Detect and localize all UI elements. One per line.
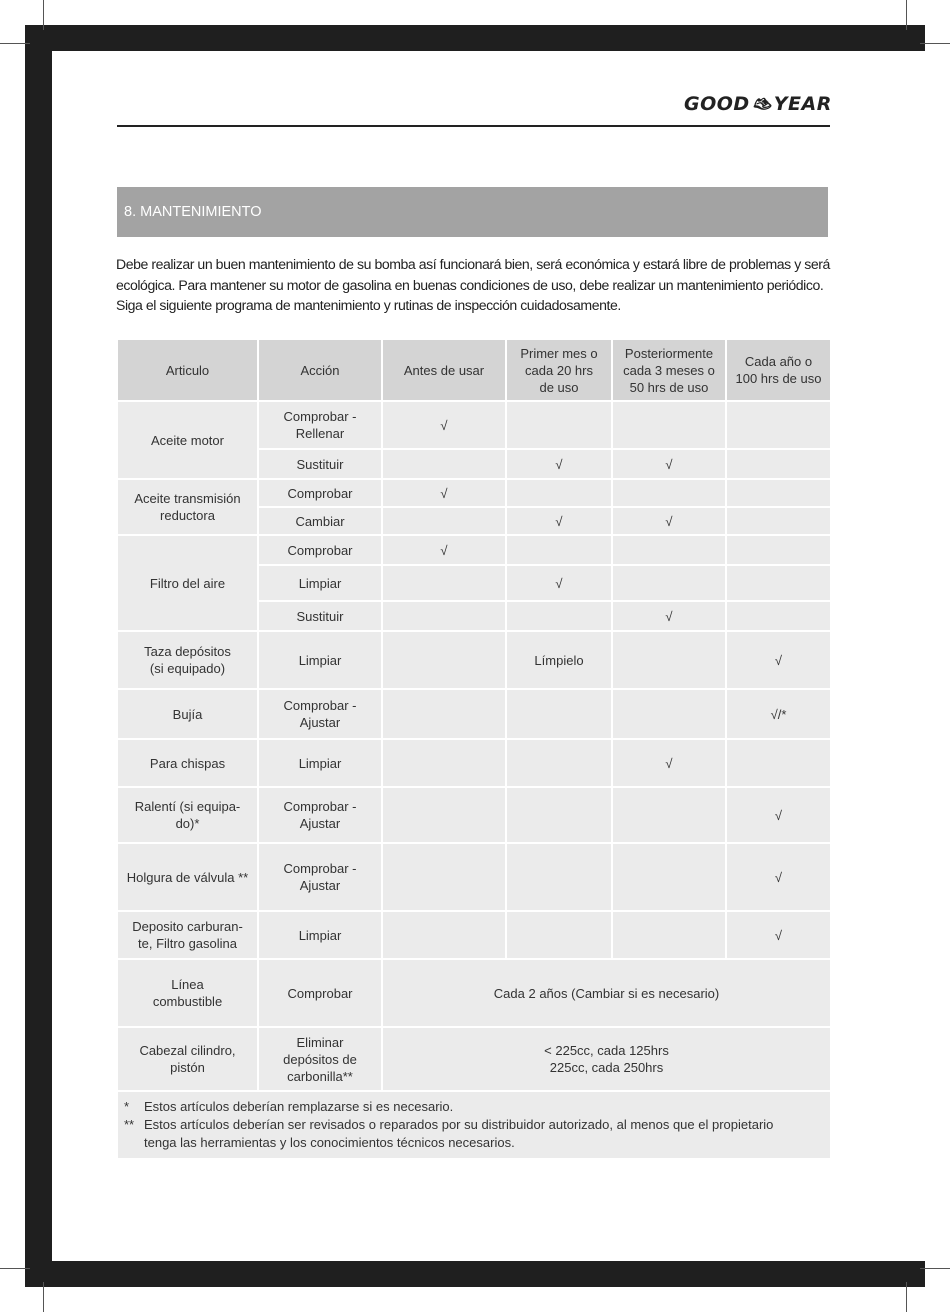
interval-cell [727, 536, 830, 564]
interval-cell-text: √ [665, 456, 673, 472]
footnote-line: Estos artículos deberían ser revisados o reparados por su distribuidor autorizado, al menos que el propietario [144, 1117, 774, 1132]
interval-cell [613, 480, 725, 506]
interval-cell [507, 508, 611, 534]
goodyear-logo: GOOD👟︎YEAR [684, 93, 832, 115]
interval-cell [507, 844, 611, 910]
crop-mark [906, 1282, 907, 1312]
item-name-cell-text: Taza depósitos [144, 644, 231, 659]
action-cell-text: carbonilla** [287, 1068, 353, 1084]
interval-cell [507, 740, 611, 786]
item-name-cell [118, 844, 257, 910]
action-cell-text: Limpiar [298, 755, 342, 771]
crop-mark [0, 43, 30, 44]
item-name-cell-text: pistón [170, 1060, 205, 1075]
action-cell [259, 690, 381, 738]
action-cell-text: Comprobar [287, 985, 353, 1001]
item-name-cell-text: reductora [160, 508, 215, 523]
item-name-cell-text: do)* [175, 816, 200, 831]
footnote-text [144, 1116, 773, 1152]
column-header-text: Cada año o [744, 354, 813, 369]
table-row [118, 960, 830, 1026]
interval-cell [613, 402, 725, 448]
table-row [118, 402, 830, 448]
interval-span-cell-text: 225cc, cada 250hrs [549, 1060, 664, 1075]
action-cell [259, 740, 381, 786]
table-row [118, 912, 830, 958]
action-cell-text: Limpiar [298, 927, 342, 943]
interval-cell [727, 480, 830, 506]
intro-line: Siga el siguiente programa de mantenimiento y rutinas de inspección cuidadosamente. [116, 297, 621, 313]
interval-span-cell [383, 1028, 830, 1090]
column-header [727, 340, 830, 400]
table-row [118, 740, 830, 786]
table-header-row [118, 340, 830, 400]
interval-cell [727, 844, 830, 910]
item-name-cell [118, 690, 257, 738]
interval-cell [727, 690, 830, 738]
table-row [118, 480, 830, 506]
interval-cell [383, 912, 505, 958]
interval-cell-text: √ [440, 417, 448, 433]
interval-cell-text: √ [774, 927, 783, 943]
interval-cell-text: √ [555, 575, 563, 591]
action-cell [259, 480, 381, 506]
table-row [118, 844, 830, 910]
action-cell [259, 536, 381, 564]
item-name-cell-text: (si equipado) [149, 661, 226, 676]
item-name-cell-text: Aceite transmisión [134, 491, 241, 506]
action-cell [259, 508, 381, 534]
interval-cell [613, 788, 725, 842]
interval-cell-text: Límpielo [534, 652, 584, 668]
intro-line: ecológica. Para mantener su motor de gasolina en buenas condiciones de uso, debe realizar un mantenimiento periódico. [116, 276, 824, 293]
interval-cell-text: √/* [770, 706, 787, 722]
maintenance-table [116, 338, 832, 1160]
interval-span-cell [383, 960, 830, 1026]
action-cell-text: Limpiar [298, 652, 342, 668]
action-cell-text: Ajustar [299, 715, 341, 730]
table-row [118, 788, 830, 842]
item-name-cell [118, 960, 257, 1026]
interval-cell [727, 566, 830, 600]
action-cell [259, 602, 381, 630]
notes-row [118, 1092, 830, 1158]
interval-cell [727, 632, 830, 688]
footnote [124, 1116, 824, 1152]
section-header [117, 187, 828, 237]
column-header-text: de uso [539, 379, 579, 395]
crop-mark [920, 43, 950, 44]
action-cell [259, 450, 381, 478]
interval-cell-text: √ [774, 869, 783, 885]
interval-cell [613, 450, 725, 478]
item-name-cell [118, 740, 257, 786]
interval-cell [507, 450, 611, 478]
wingfoot-icon: 👟︎ [748, 95, 775, 115]
column-header-text: 50 hrs de uso [629, 379, 709, 395]
action-cell-text: Comprobar [287, 542, 353, 558]
action-cell [259, 960, 381, 1026]
action-cell [259, 402, 381, 448]
item-name-cell-text: Deposito carburan- [132, 919, 243, 934]
item-name-cell-text: Bujía [172, 706, 203, 722]
action-cell-text: Comprobar - [283, 409, 357, 424]
item-name-cell [118, 1028, 257, 1090]
intro-paragraph [116, 254, 832, 316]
item-name-cell-text: Aceite motor [151, 432, 224, 448]
interval-cell [613, 602, 725, 630]
interval-cell-text: √ [440, 542, 448, 558]
interval-cell [507, 602, 611, 630]
crop-mark [0, 1268, 30, 1269]
item-name-cell-text: Línea [171, 977, 204, 992]
interval-cell [727, 912, 830, 958]
notes-cell [118, 1092, 830, 1158]
item-name-cell [118, 536, 257, 630]
column-header-text: Articulo [165, 362, 210, 378]
interval-cell [507, 912, 611, 958]
interval-cell-text: √ [555, 513, 563, 529]
interval-cell [507, 788, 611, 842]
interval-cell [383, 788, 505, 842]
interval-cell [613, 912, 725, 958]
interval-cell [383, 632, 505, 688]
interval-cell [613, 566, 725, 600]
action-cell [259, 1028, 381, 1090]
action-cell-text: Sustituir [296, 456, 344, 472]
interval-span-cell-text: Cada 2 años (Cambiar si es necesario) [493, 985, 720, 1001]
interval-cell [507, 536, 611, 564]
column-header [383, 340, 505, 400]
column-header-text: 100 hrs de uso [735, 371, 822, 386]
action-cell-text: Comprobar - [283, 861, 357, 876]
action-cell-text: Ajustar [299, 878, 341, 893]
interval-cell [613, 844, 725, 910]
footnote-text [144, 1098, 453, 1116]
item-name-cell-text: te, Filtro gasolina [138, 936, 237, 951]
interval-cell [727, 740, 830, 786]
interval-cell-text: √ [665, 755, 673, 771]
crop-mark [43, 0, 44, 30]
interval-cell [383, 450, 505, 478]
footnote-line: Estos artículos deberían remplazarse si es necesario. [144, 1099, 454, 1114]
header-rule [117, 125, 830, 127]
interval-cell-text: √ [774, 807, 783, 823]
interval-cell [727, 450, 830, 478]
column-header-text: Acción [300, 362, 340, 378]
item-name-cell [118, 480, 257, 534]
item-name-cell-text: combustible [152, 994, 223, 1009]
interval-cell [383, 536, 505, 564]
footnote [124, 1098, 824, 1116]
interval-cell [727, 602, 830, 630]
item-name-cell-text: Ralentí (si equipa- [134, 799, 241, 814]
action-cell [259, 566, 381, 600]
interval-cell [613, 632, 725, 688]
action-cell-text: Sustituir [296, 608, 344, 624]
action-cell [259, 632, 381, 688]
item-name-cell-text: Para chispas [149, 755, 226, 771]
interval-cell [383, 480, 505, 506]
action-cell-text: Limpiar [298, 575, 342, 591]
interval-cell [383, 508, 505, 534]
section-title: 8. MANTENIMIENTO [124, 204, 262, 220]
interval-cell [507, 566, 611, 600]
interval-cell [613, 740, 725, 786]
interval-cell [507, 690, 611, 738]
interval-cell [383, 566, 505, 600]
interval-cell-text: √ [665, 608, 673, 624]
interval-cell-text: √ [440, 485, 448, 501]
interval-span-cell-text: < 225cc, cada 125hrs [544, 1043, 669, 1058]
page-frame-top [25, 25, 925, 51]
action-cell-text: Cambiar [295, 513, 345, 529]
crop-mark [43, 1282, 44, 1312]
interval-cell [613, 508, 725, 534]
interval-cell [613, 690, 725, 738]
column-header [259, 340, 381, 400]
page-frame-left [25, 25, 52, 1287]
table-row [118, 632, 830, 688]
interval-cell-text: √ [555, 456, 563, 472]
action-cell [259, 844, 381, 910]
table-row [118, 690, 830, 738]
column-header [118, 340, 257, 400]
action-cell-text: Comprobar - [283, 799, 357, 814]
action-cell [259, 912, 381, 958]
item-name-cell-text: Holgura de válvula ** [126, 869, 249, 885]
interval-cell [727, 508, 830, 534]
action-cell-text: Eliminar [296, 1034, 344, 1050]
interval-cell [727, 402, 830, 448]
item-name-cell-text: Cabezal cilindro, [139, 1043, 236, 1058]
footnote-line: tenga las herramientas y los conocimientos técnicos necesarios. [144, 1135, 515, 1150]
column-header-text: cada 3 meses o [623, 362, 715, 378]
column-header-text: Antes de usar [403, 362, 485, 378]
page-frame-bottom [25, 1261, 925, 1287]
action-cell [259, 788, 381, 842]
column-header-text: Posteriormente [624, 345, 714, 361]
action-cell-text: Comprobar - [283, 698, 357, 713]
footnote-mark: * [124, 1099, 130, 1114]
table-row [118, 536, 830, 564]
crop-mark [906, 0, 907, 30]
interval-cell [383, 402, 505, 448]
action-cell-text: Ajustar [299, 816, 341, 831]
intro-line: Debe realizar un buen mantenimiento de su bomba así funcionará bien, será económica y estará libre de problemas y será [116, 256, 830, 272]
action-cell-text: depósitos de [283, 1051, 357, 1067]
item-name-cell-text: Filtro del aire [149, 575, 226, 591]
item-name-cell [118, 632, 257, 688]
interval-cell [507, 480, 611, 506]
footnote-mark: ** [124, 1117, 135, 1132]
interval-cell [383, 740, 505, 786]
column-header [507, 340, 611, 400]
item-name-cell [118, 788, 257, 842]
item-name-cell [118, 912, 257, 958]
action-cell-text: Comprobar [287, 485, 353, 501]
interval-cell [507, 632, 611, 688]
interval-cell [383, 844, 505, 910]
interval-cell [383, 690, 505, 738]
interval-cell [613, 536, 725, 564]
interval-cell-text: √ [665, 513, 673, 529]
column-header [613, 340, 725, 400]
crop-mark [920, 1268, 950, 1269]
table-row [118, 1028, 830, 1090]
interval-cell [383, 602, 505, 630]
interval-cell-text: √ [774, 652, 783, 668]
interval-cell [507, 402, 611, 448]
action-cell-text: Rellenar [295, 426, 345, 441]
column-header-text: Primer mes o [520, 345, 598, 361]
column-header-text: cada 20 hrs [525, 362, 593, 378]
item-name-cell [118, 402, 257, 478]
interval-cell [727, 788, 830, 842]
